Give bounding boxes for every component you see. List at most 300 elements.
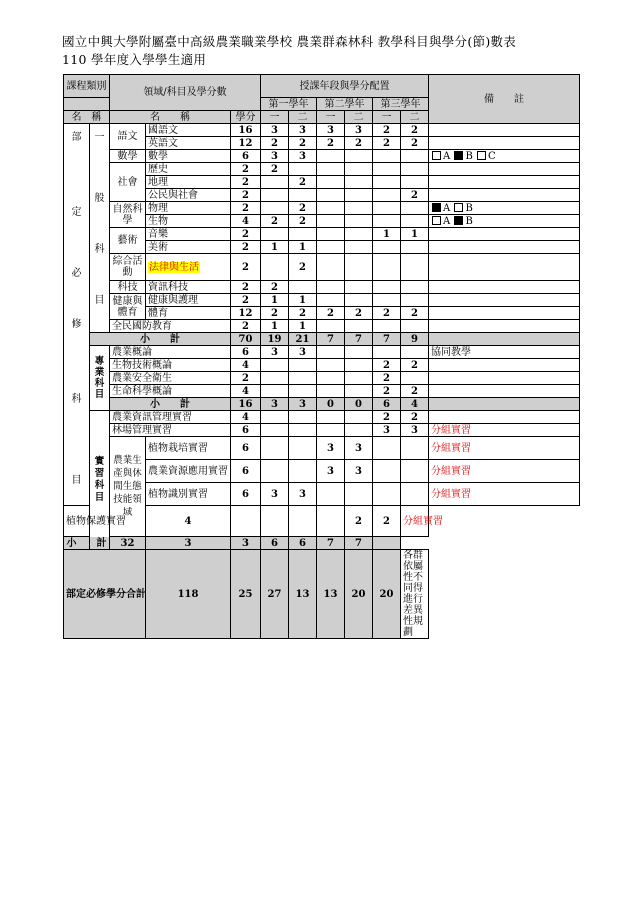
remark-cell: [429, 215, 580, 228]
remark-cell: [429, 228, 580, 241]
semester-credit-cell: [261, 506, 289, 537]
semester-credit-cell: [401, 254, 429, 281]
total-row: [64, 550, 580, 639]
header-year1: 第一學年: [261, 98, 317, 111]
semester-credit-cell: [373, 320, 401, 333]
semester-credit-cell: [317, 372, 345, 385]
subtotal-sem: 7: [373, 333, 401, 346]
header-sem: 一: [373, 111, 401, 124]
subject-name: 農業安全衛生: [110, 372, 231, 385]
header-sem: 二: [401, 111, 429, 124]
credits-cell: 16: [231, 124, 261, 137]
general-label-char: 科: [94, 244, 105, 255]
semester-credit-cell: 2: [373, 411, 401, 424]
semester-credit-cell: 2: [401, 359, 429, 372]
subtotal-sem: 6: [373, 398, 401, 411]
subtotal-sem: 3: [289, 398, 317, 411]
domain-name: 健康與體育: [110, 294, 146, 320]
semester-credit-cell: [401, 483, 429, 506]
subtotal-remark: [429, 333, 580, 346]
semester-credit-cell: [373, 241, 401, 254]
semester-credit-cell: [373, 202, 401, 215]
remark-cell: [429, 411, 580, 424]
semester-credit-cell: [317, 385, 345, 398]
semester-credit-cell: 2: [317, 137, 345, 150]
semester-credit-cell: [317, 254, 345, 281]
semester-credit-cell: [401, 294, 429, 307]
semester-credit-cell: [317, 483, 345, 506]
remark-cell: 分組實習: [401, 506, 429, 537]
subject-name: 生物技術概論: [110, 359, 231, 372]
credits-cell: 2: [231, 281, 261, 294]
semester-credit-cell: 2: [289, 254, 317, 281]
subtotal-credits: 32: [110, 537, 146, 550]
total-sem: 25: [231, 550, 261, 639]
semester-credit-cell: [401, 346, 429, 359]
remark-cell: [429, 254, 580, 281]
semester-credit-cell: [317, 176, 345, 189]
semester-credit-cell: [373, 281, 401, 294]
semester-credit-cell: 3: [289, 346, 317, 359]
subject-name: 全民國防教育: [110, 320, 231, 333]
subject-name: 體育: [146, 307, 231, 320]
semester-credit-cell: 3: [401, 424, 429, 437]
semester-credit-cell: [231, 506, 261, 537]
semester-credit-cell: 1: [289, 320, 317, 333]
semester-credit-cell: [345, 163, 373, 176]
semester-credit-cell: [261, 202, 289, 215]
semester-credit-cell: [261, 411, 289, 424]
table-row: [64, 228, 580, 241]
semester-credit-cell: [373, 346, 401, 359]
semester-credit-cell: 2: [373, 372, 401, 385]
remark-cell: 分組實習: [429, 437, 580, 460]
semester-credit-cell: [373, 294, 401, 307]
table-row: [64, 254, 580, 281]
domain-name: 社會: [110, 163, 146, 202]
semester-credit-cell: 2: [373, 307, 401, 320]
semester-credit-cell: [345, 320, 373, 333]
semester-credit-cell: [401, 202, 429, 215]
subject-name: [146, 254, 231, 281]
subject-name: 公民與社會: [146, 189, 231, 202]
semester-credit-cell: [345, 228, 373, 241]
semester-credit-cell: [345, 202, 373, 215]
dept-label-char: 目: [71, 475, 82, 486]
subtotal-row: [64, 333, 580, 346]
subject-name: 農業資源應用實習: [146, 460, 231, 483]
subtotal-sem: 7: [345, 333, 373, 346]
header-year3: 第三學年: [373, 98, 429, 111]
semester-credit-cell: [289, 189, 317, 202]
credits-cell: 2: [231, 320, 261, 333]
header-row-1: [64, 75, 580, 98]
subtotal-row: [64, 398, 580, 411]
semester-credit-cell: [401, 215, 429, 228]
semester-credit-cell: 2: [373, 385, 401, 398]
dept-required-label: [64, 124, 90, 506]
semester-credit-cell: 2: [401, 385, 429, 398]
semester-credit-cell: [317, 506, 345, 537]
semester-credit-cell: [373, 215, 401, 228]
semester-credit-cell: [401, 372, 429, 385]
subtotal-sem: 7: [317, 537, 345, 550]
semester-credit-cell: [317, 202, 345, 215]
unchecked-box-icon: [432, 151, 441, 160]
remark-cell: [429, 189, 580, 202]
semester-credit-cell: [345, 254, 373, 281]
total-sem: 20: [345, 550, 373, 639]
subject-name: 英語文: [146, 137, 231, 150]
semester-credit-cell: [261, 424, 289, 437]
agri-domain-label: 農業生產與休閒生態技能領域: [110, 437, 146, 537]
credits-cell: 4: [231, 215, 261, 228]
semester-credit-cell: [317, 163, 345, 176]
semester-credit-cell: 2: [373, 506, 401, 537]
semester-credit-cell: 2: [401, 307, 429, 320]
semester-credit-cell: 2: [373, 137, 401, 150]
practical-subjects-label: 實習科目: [90, 411, 110, 550]
semester-credit-cell: [289, 506, 317, 537]
semester-credit-cell: [289, 163, 317, 176]
remark-cell: [429, 176, 580, 189]
table-row: [64, 411, 580, 424]
credits-cell: 2: [231, 372, 261, 385]
subtotal-label: 小 計: [110, 398, 231, 411]
semester-credit-cell: [289, 372, 317, 385]
subject-name: 數學: [146, 150, 231, 163]
semester-credit-cell: 3: [345, 437, 373, 460]
semester-credit-cell: 2: [261, 137, 289, 150]
credits-cell: 12: [231, 307, 261, 320]
dept-label-char: 修: [71, 319, 82, 330]
table-row: [64, 359, 580, 372]
subtotal-sem: 7: [345, 537, 373, 550]
subject-name: 農業資訊管理實習: [110, 411, 231, 424]
header-remarks: 備 註: [429, 75, 580, 124]
subject-name: 歷史: [146, 163, 231, 176]
credits-cell: 6: [231, 346, 261, 359]
credits-cell: 6: [231, 424, 261, 437]
credits-cell: 2: [231, 189, 261, 202]
semester-credit-cell: 2: [373, 359, 401, 372]
table-row: [64, 150, 580, 163]
professional-subjects-label: 專業科目: [90, 346, 110, 411]
semester-credit-cell: [289, 228, 317, 241]
checked-box-icon: [432, 203, 441, 212]
semester-credit-cell: [261, 189, 289, 202]
semester-credit-cell: [401, 150, 429, 163]
general-label-char: 一: [94, 132, 105, 143]
semester-credit-cell: [289, 281, 317, 294]
semester-credit-cell: [345, 150, 373, 163]
semester-credit-cell: [289, 411, 317, 424]
general-label-char: 般: [94, 193, 105, 204]
semester-credit-cell: [317, 281, 345, 294]
semester-credit-cell: [289, 424, 317, 437]
subtotal-sem: 9: [401, 333, 429, 346]
semester-credit-cell: [317, 215, 345, 228]
header-name-2: 名 稱: [110, 111, 231, 124]
semester-credit-cell: [345, 483, 373, 506]
semester-credit-cell: [401, 241, 429, 254]
option-label: B: [465, 202, 473, 214]
semester-credit-cell: 2: [261, 163, 289, 176]
remark-cell: [429, 202, 580, 215]
semester-credit-cell: 3: [261, 150, 289, 163]
unchecked-box-icon: [432, 216, 441, 225]
total-remark: 各群依屬性不同得進行差異性規劃: [401, 550, 429, 639]
semester-credit-cell: 3: [317, 124, 345, 137]
credits-cell: 2: [231, 163, 261, 176]
semester-credit-cell: [317, 411, 345, 424]
subtotal-sem: 3: [261, 398, 289, 411]
semester-credit-cell: 2: [345, 307, 373, 320]
remark-cell: [429, 241, 580, 254]
subject-name: 音樂: [146, 228, 231, 241]
subject-name: 生命科學概論: [110, 385, 231, 398]
semester-credit-cell: 3: [345, 124, 373, 137]
semester-credit-cell: 2: [401, 124, 429, 137]
semester-credit-cell: [261, 254, 289, 281]
table-row: [64, 385, 580, 398]
highlighted-subject: 法律與生活: [149, 261, 199, 273]
credits-cell: 2: [231, 202, 261, 215]
semester-credit-cell: 2: [345, 137, 373, 150]
option-label: A: [443, 202, 454, 214]
dept-label-char: 必: [71, 268, 82, 279]
semester-credit-cell: 1: [373, 228, 401, 241]
header-sem: 二: [289, 111, 317, 124]
domain-name: 藝術: [110, 228, 146, 254]
credits-cell: 4: [231, 411, 261, 424]
subtotal-label: 小 計: [64, 537, 110, 550]
domain-name: 科技: [110, 281, 146, 294]
remark-cell: [429, 385, 580, 398]
credits-cell: 4: [231, 385, 261, 398]
subtotal-credits: 16: [231, 398, 261, 411]
remark-cell: [429, 307, 580, 320]
semester-credit-cell: [401, 163, 429, 176]
semester-credit-cell: 2: [289, 202, 317, 215]
credits-cell: 2: [231, 241, 261, 254]
semester-credit-cell: [345, 241, 373, 254]
remark-cell: 分組實習: [429, 424, 580, 437]
semester-credit-cell: [261, 359, 289, 372]
document-title: 國立中興大學附屬臺中高級農業職業學校 農業群森林科 教學科目與學分(節)數表: [62, 34, 517, 49]
remark-cell: 協同教學: [429, 346, 580, 359]
header-credits: 學分: [231, 111, 261, 124]
total-sem: 27: [261, 550, 289, 639]
semester-credit-cell: 1: [401, 228, 429, 241]
subtotal-sem: 4: [401, 398, 429, 411]
credits-cell: 2: [231, 176, 261, 189]
domain-name: 自然科學: [110, 202, 146, 228]
semester-credit-cell: [373, 437, 401, 460]
dept-label-char: 部: [71, 132, 82, 143]
semester-credit-cell: [345, 346, 373, 359]
unchecked-box-icon: [477, 151, 486, 160]
dept-label-char: 定: [71, 207, 82, 218]
subject-name: 林場管理實習: [110, 424, 231, 437]
total-sem: 20: [373, 550, 401, 639]
semester-credit-cell: 1: [261, 320, 289, 333]
table-row: [64, 281, 580, 294]
subtotal-label: 小 計: [90, 333, 231, 346]
semester-credit-cell: [401, 320, 429, 333]
option-label: B: [465, 215, 473, 227]
semester-credit-cell: 2: [261, 281, 289, 294]
checked-box-icon: [454, 216, 463, 225]
semester-credit-cell: [261, 372, 289, 385]
general-label-char: 目: [94, 295, 105, 306]
credits-cell: 2: [231, 254, 261, 281]
header-name: 名 稱: [64, 111, 110, 124]
table-row: [64, 124, 580, 137]
semester-credit-cell: [261, 437, 289, 460]
credits-cell: 6: [231, 437, 261, 460]
option-label: A: [443, 150, 454, 162]
semester-credit-cell: 3: [289, 124, 317, 137]
table-row: [64, 163, 580, 176]
semester-credit-cell: 3: [261, 346, 289, 359]
total-label: 部定必修學分合計: [64, 550, 146, 639]
header-sem: 一: [317, 111, 345, 124]
semester-credit-cell: 1: [261, 241, 289, 254]
credits-cell: 2: [231, 228, 261, 241]
total-credits: 118: [146, 550, 231, 639]
semester-credit-cell: [345, 424, 373, 437]
semester-credit-cell: [373, 460, 401, 483]
domain-name: 數學: [110, 150, 146, 163]
header-sem: 一: [261, 111, 289, 124]
subtotal-sem: 6: [289, 537, 317, 550]
table-row: [64, 202, 580, 215]
subject-name: 生物: [146, 215, 231, 228]
semester-credit-cell: 3: [289, 483, 317, 506]
table-row: [64, 437, 580, 460]
semester-credit-cell: [317, 346, 345, 359]
subject-name: 植物保護實習: [64, 506, 90, 537]
table-row: [64, 424, 580, 437]
remark-cell: 分組實習: [429, 483, 580, 506]
semester-credit-cell: [317, 424, 345, 437]
semester-credit-cell: [373, 163, 401, 176]
credits-cell: 6: [231, 460, 261, 483]
header-category-cont: [64, 98, 110, 111]
semester-credit-cell: [345, 294, 373, 307]
semester-credit-cell: 3: [345, 460, 373, 483]
header-domain-subject: 領域/科目及學分數: [110, 75, 261, 111]
header-year2: 第二學年: [317, 98, 373, 111]
semester-credit-cell: [289, 460, 317, 483]
semester-credit-cell: 3: [317, 437, 345, 460]
semester-credit-cell: [261, 460, 289, 483]
semester-credit-cell: [317, 150, 345, 163]
semester-credit-cell: [289, 437, 317, 460]
semester-credit-cell: [317, 189, 345, 202]
subject-name: 健康與護理: [146, 294, 231, 307]
semester-credit-cell: [401, 437, 429, 460]
subtotal-remark: [429, 398, 580, 411]
semester-credit-cell: [373, 150, 401, 163]
semester-credit-cell: [345, 359, 373, 372]
remark-cell: [429, 137, 580, 150]
subtotal-sem: 3: [231, 537, 261, 550]
table-row: [64, 372, 580, 385]
semester-credit-cell: 3: [261, 483, 289, 506]
credits-cell: 4: [231, 359, 261, 372]
semester-credit-cell: 2: [345, 506, 373, 537]
option-label: B: [465, 150, 476, 162]
table-row: [64, 320, 580, 333]
credits-cell: 4: [146, 506, 231, 537]
credits-cell: 6: [231, 483, 261, 506]
subject-name: 植物識別實習: [146, 483, 231, 506]
semester-credit-cell: [345, 372, 373, 385]
semester-credit-cell: 2: [401, 411, 429, 424]
remark-cell: 分組實習: [429, 460, 580, 483]
semester-credit-cell: [373, 189, 401, 202]
semester-credit-cell: [401, 281, 429, 294]
remark-cell: [429, 294, 580, 307]
subject-name: 地理: [146, 176, 231, 189]
header-schedule: 授課年段與學分配置: [261, 75, 429, 98]
semester-credit-cell: 1: [261, 294, 289, 307]
semester-credit-cell: [317, 241, 345, 254]
semester-credit-cell: [373, 483, 401, 506]
semester-credit-cell: 3: [373, 424, 401, 437]
semester-credit-cell: 1: [289, 241, 317, 254]
semester-credit-cell: 3: [317, 460, 345, 483]
subtotal-sem: 7: [317, 333, 345, 346]
subject-name: 農業概論: [110, 346, 231, 359]
remark-cell: [429, 150, 580, 163]
option-label: A: [443, 215, 454, 227]
credits-cell: 2: [231, 294, 261, 307]
semester-credit-cell: [261, 385, 289, 398]
dept-label-char: 科: [71, 394, 82, 405]
semester-credit-cell: 3: [261, 124, 289, 137]
unchecked-box-icon: [454, 203, 463, 212]
semester-credit-cell: [373, 176, 401, 189]
total-sem: 13: [317, 550, 345, 639]
subject-name: 美術: [146, 241, 231, 254]
semester-credit-cell: 2: [401, 189, 429, 202]
subtotal-sem: 0: [317, 398, 345, 411]
semester-credit-cell: 2: [289, 176, 317, 189]
semester-credit-cell: 2: [373, 124, 401, 137]
semester-credit-cell: [289, 359, 317, 372]
semester-credit-cell: 2: [289, 307, 317, 320]
subject-name: 植物栽培實習: [146, 437, 231, 460]
subtotal-sem: 0: [345, 398, 373, 411]
semester-credit-cell: [345, 281, 373, 294]
remark-cell: [429, 163, 580, 176]
subtotal-sem: 19: [261, 333, 289, 346]
curriculum-table: [63, 74, 580, 639]
checked-box-icon: [454, 151, 463, 160]
table-row: [64, 294, 580, 307]
remark-cell: [429, 320, 580, 333]
total-sem: 13: [289, 550, 317, 639]
semester-credit-cell: [261, 228, 289, 241]
semester-credit-cell: [289, 385, 317, 398]
document-subtitle: 110 學年度入學學生適用: [62, 52, 207, 67]
subtotal-sem: 3: [146, 537, 231, 550]
option-label: C: [487, 150, 496, 162]
remark-cell: [429, 359, 580, 372]
